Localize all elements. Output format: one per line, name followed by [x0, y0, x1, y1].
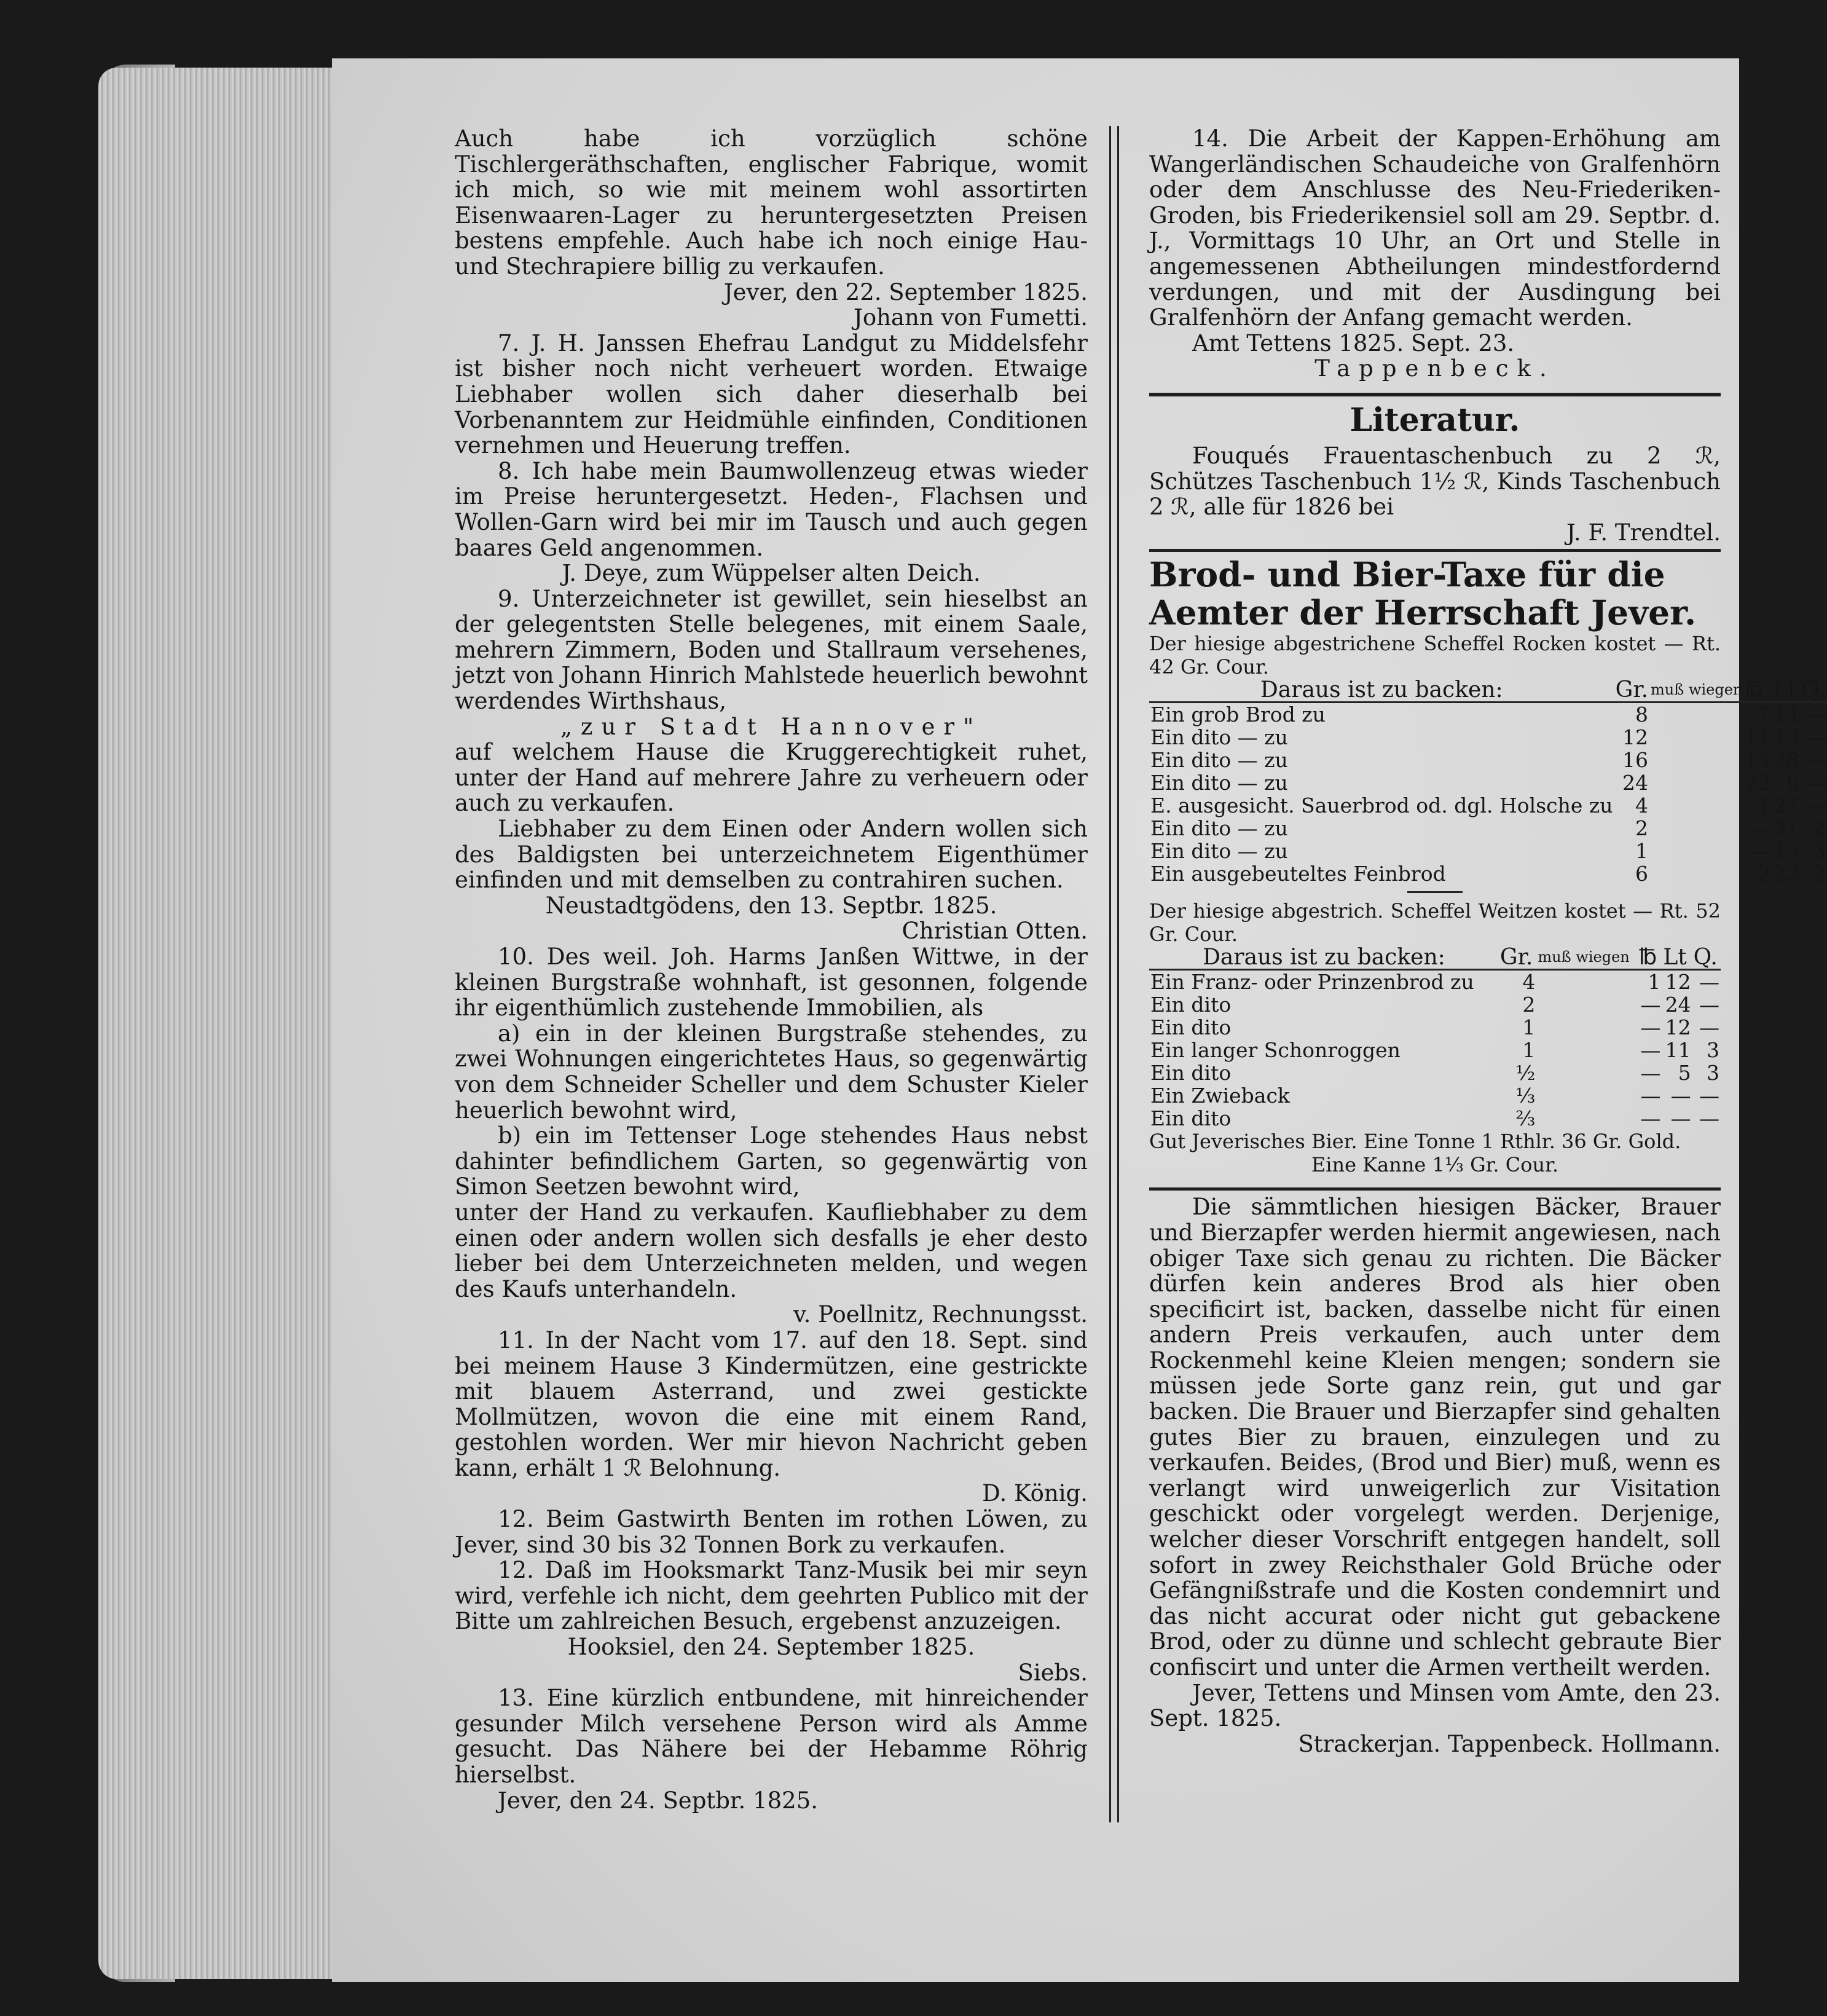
rye-col-q: Q.	[1801, 677, 1826, 703]
wheat-brace	[1536, 1084, 1637, 1107]
wheat-table-header	[1149, 946, 1721, 970]
wheat-cell-item: Ein Franz- oder Prinzenbrod zu	[1150, 970, 1474, 994]
rye-cell-lb: 22	[1745, 771, 1771, 795]
notice-13-text: 13. Eine kürzlich entbundene, mit hinreichender gesunder Milch versehene Person wird als Amme gesucht. Das Nähere bei der Hebamme Röhrig hierselbst.	[455, 1685, 1088, 1788]
wheat-cell-gr: ⅔	[1515, 1106, 1536, 1131]
rye-cell-lb: —	[1750, 816, 1771, 841]
wheat-cell-item: Ein dito	[1150, 1061, 1232, 1085]
rye-row	[1149, 862, 1827, 885]
rye-cell-q: —	[1805, 703, 1826, 727]
rye-row	[1149, 726, 1827, 749]
rye-cell-lt: 31	[1773, 816, 1799, 841]
notice-12a-text: 12. Beim Gastwirth Benten im rothen Löwen, zu Jever, sind 30 bis 32 Tonnen Bork zu verkaufen.	[455, 1506, 1088, 1558]
rye-brace	[1649, 817, 1743, 840]
rye-cell-lt: 28	[1773, 748, 1799, 773]
rye-cell-gr: 2	[1635, 816, 1649, 841]
rye-cell-lt: 13	[1773, 725, 1799, 750]
wheat-cell-q: 3	[1707, 1038, 1719, 1063]
wheat-col-lb: ℔	[1638, 946, 1662, 970]
rye-cell-gr: 16	[1622, 748, 1649, 773]
wheat-row	[1149, 1016, 1721, 1039]
section-rule	[1149, 549, 1721, 552]
wheat-table	[1149, 946, 1721, 1130]
rye-row	[1149, 840, 1827, 862]
rye-cell-lb: 14	[1745, 748, 1771, 773]
notice-14-signature: Tappenbeck.	[1314, 355, 1555, 382]
rye-price: Der hiesige abgestrichene Scheffel Rocken kostet — Rt. 42 Gr. Cour.	[1149, 632, 1721, 679]
rye-unit: muß wiegen	[1649, 679, 1743, 703]
newspaper-page	[332, 58, 1826, 1982]
wheat-brace	[1536, 1107, 1637, 1130]
wheat-cell-gr: 1	[1522, 1015, 1536, 1040]
wheat-brace	[1536, 1039, 1637, 1061]
literature-text: Fouqués Frauentaschenbuch zu 2 ℛ, Schützes Taschenbuch 1½ ℛ, Kinds Taschenbuch 2 ℛ, alle für 1826 bei	[1149, 442, 1721, 521]
literature-signature: J. F. Trendtel.	[1566, 519, 1721, 546]
wheat-cell-gr: 1	[1522, 1038, 1536, 1063]
rye-col-lt: Lt	[1772, 679, 1800, 703]
rye-row	[1149, 749, 1827, 771]
rye-cell-item: Ein ausgebeuteltes Feinbrod	[1150, 862, 1446, 886]
rye-cell-q: 2	[1812, 816, 1826, 841]
notice-9-inn-name: „zur Stadt Hannover"	[560, 713, 983, 740]
rye-row	[1149, 794, 1827, 817]
rye-col-lb: ℔	[1743, 679, 1772, 703]
wheat-row	[1149, 1039, 1721, 1061]
wheat-cell-lb: —	[1640, 993, 1661, 1017]
wheat-cell-lb: —	[1640, 1038, 1661, 1063]
wheat-cell-lt: —	[1670, 1084, 1691, 1108]
rye-cell-lb: 7	[1758, 703, 1771, 727]
notice-12b-signature: Siebs.	[1018, 1659, 1088, 1686]
rye-cell-q: —	[1805, 771, 1826, 795]
notice-9-text-cont2: Liebhaber zu dem Einen oder Andern wollen sich des Baldigsten bei unterzeichnetem Eigenthümer einfinden und mit demselben zu contrahiren suchen.	[455, 816, 1088, 894]
rye-table-body	[1149, 703, 1827, 886]
rye-cell-gr: 12	[1622, 725, 1649, 750]
wheat-col-q: Q.	[1692, 946, 1721, 970]
notice-11-signature: D. König.	[982, 1480, 1088, 1507]
wheat-col-lt: Lt	[1662, 946, 1692, 970]
notice-14-place: Amt Tettens 1825. Sept. 23.	[1192, 329, 1515, 356]
rye-cell-item: Ein dito — zu	[1150, 771, 1288, 795]
notice-14-text: 14. Die Arbeit der Kappen-Erhöhung am Wangerländischen Schaudeiche von Gralfenhörn oder dem Anschlusse des Neu-Friederiken-Groden, bis Friederikensiel soll am 29. Septbr. d. J., Vormittags 10 Uhr, an Ort und Stelle in angemessenen Abtheilungen mindestfordernd verdungen, und mit der Ausdingung bei Gralfenhörn der Anfang gemacht werden.	[1149, 125, 1721, 331]
wheat-cell-lb: —	[1640, 1015, 1661, 1040]
rye-cell-lb: 2	[1758, 862, 1771, 886]
rye-brace	[1649, 726, 1743, 749]
rye-cell-gr: 4	[1635, 793, 1649, 818]
wheat-cell-lb: —	[1640, 1061, 1661, 1085]
wheat-brace	[1536, 970, 1637, 994]
notice-10-text: 10. Des weil. Joh. Harms Janßen Wittwe, in der kleinen Burgstraße wohnhaft, ist gesonnen, folgende ihr eigenthümlich zustehende Immobilien, als	[455, 943, 1088, 1022]
wheat-cell-lt: 12	[1665, 970, 1691, 994]
wheat-bake-label: Daraus ist zu backen:	[1149, 946, 1499, 970]
notice-6-text: Auch habe ich vorzüglich schöne Tischlergeräthschaften, englischer Fabrique, womit ich mich, so wie mit meinem wohl assortirten Eisenwaaren-Lager zu heruntergesetzten Preisen bestens empfehle. Auch habe ich noch einige Hau- und Stechrapiere billig zu verkaufen.	[455, 125, 1088, 280]
rye-cell-q: —	[1805, 725, 1826, 750]
notice-9-text: 9. Unterzeichneter ist gewillet, sein hieselbst an der gelegentsten Stelle belegenes, mit einem Saale, mehrern Zimmern, Boden und Stallraum versehenes, jetzt von Johann Hinrich Mahlstede heuerlich bewohnt werdendes Wirthshaus,	[455, 585, 1088, 715]
wheat-brace	[1536, 993, 1637, 1016]
page-edges	[98, 68, 344, 1979]
rye-row	[1149, 771, 1827, 794]
wheat-cell-item: Ein langer Schonroggen	[1150, 1038, 1401, 1063]
rye-table-header	[1149, 679, 1827, 703]
right-column	[1149, 125, 1826, 1757]
ordinance-place: Jever, Tettens und Minsen vom Amte, den 23. Sept. 1825.	[1149, 1679, 1721, 1732]
section-rule	[1149, 1187, 1721, 1191]
wheat-cell-gr: ½	[1515, 1061, 1536, 1085]
rye-brace	[1649, 862, 1743, 885]
wheat-cell-lt: 11	[1665, 1038, 1691, 1063]
wheat-row	[1149, 993, 1721, 1016]
rye-cell-q: 2	[1812, 862, 1826, 886]
rye-brace	[1649, 840, 1743, 862]
rye-row	[1149, 817, 1827, 840]
wheat-brace	[1536, 1016, 1637, 1039]
notice-10-item-b: b) ein im Tettenser Loge stehendes Haus nebst dahinter befindlichem Garten, so gegenwärtig von Simon Seetzen bewohnt wird,	[455, 1122, 1088, 1200]
rye-cell-lt: 27	[1773, 793, 1799, 818]
beer-price-line1: Gut Jeverisches Bier. Eine Tonne 1 Rthlr. 36 Gr. Gold.	[1149, 1130, 1681, 1154]
tax-heading: Brod- und Bier-Taxe für die Aemter der Herrschaft Jever.	[1149, 554, 1697, 633]
wheat-cell-q: 3	[1707, 1061, 1719, 1085]
wheat-cell-lt: 24	[1665, 993, 1691, 1017]
ordinance-signatures: Strackerjan. Tappenbeck. Hollmann.	[1298, 1730, 1721, 1757]
wheat-cell-gr: 4	[1522, 970, 1536, 994]
rye-cell-q: 3	[1812, 839, 1826, 864]
wheat-cell-item: Ein dito	[1150, 993, 1232, 1017]
wheat-price: Der hiesige abgestrich. Scheffel Weitzen kostet — Rt. 52 Gr. Cour.	[1149, 899, 1721, 947]
notice-8-signature: J. Deye, zum Wüppelser alten Deich.	[562, 560, 981, 587]
notice-8-text: 8. Ich habe mein Baumwollenzeug etwas wieder im Preise heruntergesetzt. Heden-, Flachsen und Wollen-Garn wird bei mir im Tausch und auch gegen baares Geld angenommen.	[455, 457, 1088, 561]
notice-6-signature: Johann von Fumetti.	[853, 304, 1088, 331]
beer-price-line2: Eine Kanne 1⅓ Gr. Cour.	[1311, 1153, 1559, 1177]
wheat-cell-q: —	[1699, 1084, 1719, 1108]
rye-cell-q: —	[1805, 748, 1826, 773]
rye-table	[1149, 679, 1827, 885]
wheat-cell-item: Ein Zwieback	[1150, 1084, 1290, 1108]
rye-cell-lt: 15	[1773, 839, 1799, 864]
section-rule	[1149, 393, 1721, 396]
wheat-cell-lb: —	[1640, 1106, 1661, 1131]
rye-cell-item: Ein dito — zu	[1150, 839, 1288, 864]
wheat-cell-gr: ⅓	[1515, 1084, 1536, 1108]
wheat-row	[1149, 970, 1721, 994]
wheat-cell-lb: —	[1640, 1084, 1661, 1108]
rye-cell-gr: 8	[1635, 703, 1649, 727]
notice-12b-place: Hooksiel, den 24. September 1825.	[567, 1634, 975, 1661]
notice-9-place: Neustadtgödens, den 13. Septbr. 1825.	[545, 892, 997, 919]
rye-cell-lt: 14	[1773, 703, 1799, 727]
wheat-cell-q: —	[1699, 1106, 1719, 1131]
rye-brace	[1649, 703, 1743, 726]
rye-cell-lb: 11	[1745, 725, 1771, 750]
rye-cell-gr: 6	[1635, 862, 1649, 886]
rye-cell-q: —	[1805, 793, 1826, 818]
rye-brace	[1649, 749, 1743, 771]
wheat-brace	[1536, 1061, 1637, 1084]
rye-cell-item: Ein dito — zu	[1150, 748, 1288, 773]
wheat-row	[1149, 1061, 1721, 1084]
wheat-cell-lt: 12	[1665, 1015, 1691, 1040]
notice-10-signature: v. Poellnitz, Rechnungsst.	[793, 1301, 1088, 1328]
rye-cell-item: Ein dito — zu	[1150, 816, 1288, 841]
wheat-cell-gr: 2	[1522, 993, 1536, 1017]
wheat-row	[1149, 1084, 1721, 1107]
wheat-row	[1149, 1107, 1721, 1130]
notice-6-place: Jever, den 22. September 1825.	[723, 278, 1088, 305]
notice-13-place: Jever, den 24. Septbr. 1825.	[498, 1787, 818, 1814]
rye-cell-lb: —	[1750, 839, 1771, 864]
wheat-cell-q: —	[1699, 1015, 1719, 1040]
wheat-cell-item: Ein dito	[1150, 1015, 1232, 1040]
notice-11-text: 11. In der Nacht vom 17. auf den 18. Sept. sind bei meinem Hause 3 Kindermützen, eine gestrickte mit blauem Asterrand, und zwei gestickte Mollmützen, wovon die eine mit einem Rand, gestohlen worden. Wer mir hievon Nachricht geben kann, erhält 1 ℛ Belohnung.	[455, 1326, 1088, 1481]
rye-cell-item: E. ausgesicht. Sauerbrod od. dgl. Holsche zu	[1150, 793, 1613, 818]
wheat-table-body	[1149, 970, 1721, 1130]
left-column	[455, 126, 1088, 1813]
rye-cell-lb: 1	[1758, 793, 1771, 818]
rye-brace	[1649, 771, 1743, 794]
rye-cell-gr: 24	[1622, 771, 1649, 795]
rye-cell-lt: 6	[1786, 771, 1799, 795]
literature-heading: Literatur.	[1350, 401, 1520, 439]
notice-12b-text: 12. Daß im Hooksmarkt Tanz-Musik bei mir seyn wird, verfehle ich nicht, dem geehrten Publico mit der Bitte um zahlreichen Besuch, ergebenst anzuzeigen.	[455, 1557, 1088, 1635]
rye-cell-lt: 22	[1773, 862, 1799, 886]
notice-10-item-a: a) ein in der kleinen Burgstraße stehendes, zu zwei Wohnungen eingerichtetes Haus, so gegenwärtig von dem Schneider Scheller und dem Schuster Kieler heuerlich bewohnt wird,	[455, 1020, 1088, 1124]
rye-cell-gr: 1	[1635, 839, 1649, 864]
notice-9-signature: Christian Otten.	[902, 918, 1088, 945]
column-divider	[1109, 126, 1119, 1822]
wheat-unit: muß wiegen	[1536, 946, 1637, 970]
rye-bake-label: Daraus ist zu backen:	[1149, 679, 1614, 703]
rye-cell-item: Ein grob Brod zu	[1150, 703, 1326, 727]
ordinance-text: Die sämmtlichen hiesigen Bäcker, Brauer und Bierzapfer werden hiermit angewiesen, nach obiger Taxe sich genau zu richten. Die Bäcker dürfen kein anderes Brod als hier oben specificirt ist, backen, dasselbe nicht für einen andern Preis verkaufen, auch unter dem Rockenmehl keine Kleien mengen; sondern sie müssen jede Sorte ganz rein, gut und gar backen. Die Brauer und Bierzapfer sind gehalten gutes Bier zu brauen, einzulegen und zu verkaufen. Beides, (Brod und Bier) muß, wenn es verlangt wird unweigerlich zur Visitation geschickt oder vorgelegt werden. Derjenige, welcher dieser Vorschrift entgegen handelt, soll sofort in zwey Reichsthaler Gold Brüche oder Gefängnißstrafe und die Kosten condemnirt und das nicht accurat oder nicht gut gebackene Brod, oder zu dünne und schlecht gebraute Bier confiscirt und unter die Armen vertheilt werden.	[1149, 1194, 1721, 1680]
notice-10-text-cont: unter der Hand zu verkaufen. Kaufliebhaber zu dem einen oder andern wollen sich desfalls je eher desto lieber bei dem Unterzeichneten melden, und wegen des Kaufs unterhandeln.	[455, 1199, 1088, 1302]
table-separator	[1407, 891, 1463, 893]
wheat-cell-lb: 1	[1648, 970, 1661, 994]
wheat-cell-q: —	[1699, 993, 1719, 1017]
notice-9-text-cont: auf welchem Hause die Kruggerechtigkeit ruhet, unter der Hand auf mehrere Jahre zu verheuern oder auch zu verkaufen.	[455, 739, 1088, 817]
wheat-col-gr: Gr.	[1499, 946, 1537, 970]
wheat-cell-lt: 5	[1678, 1061, 1691, 1085]
wheat-cell-item: Ein dito	[1150, 1106, 1232, 1131]
rye-col-gr: Gr.	[1615, 677, 1649, 703]
rye-cell-item: Ein dito — zu	[1150, 725, 1288, 750]
wheat-cell-q: —	[1699, 970, 1719, 994]
notice-7-text: 7. J. H. Janssen Ehefrau Landgut zu Middelsfehr ist bisher noch nicht verheuert worden. Etwaige Liebhaber wollen sich daher dieserhalb bei Vorbenanntem zur Heidmühle einfinden, Conditionen vernehmen und Heuerung treffen.	[455, 329, 1088, 459]
wheat-cell-lt: —	[1670, 1106, 1691, 1131]
rye-brace	[1649, 794, 1743, 817]
rye-row	[1149, 703, 1827, 726]
